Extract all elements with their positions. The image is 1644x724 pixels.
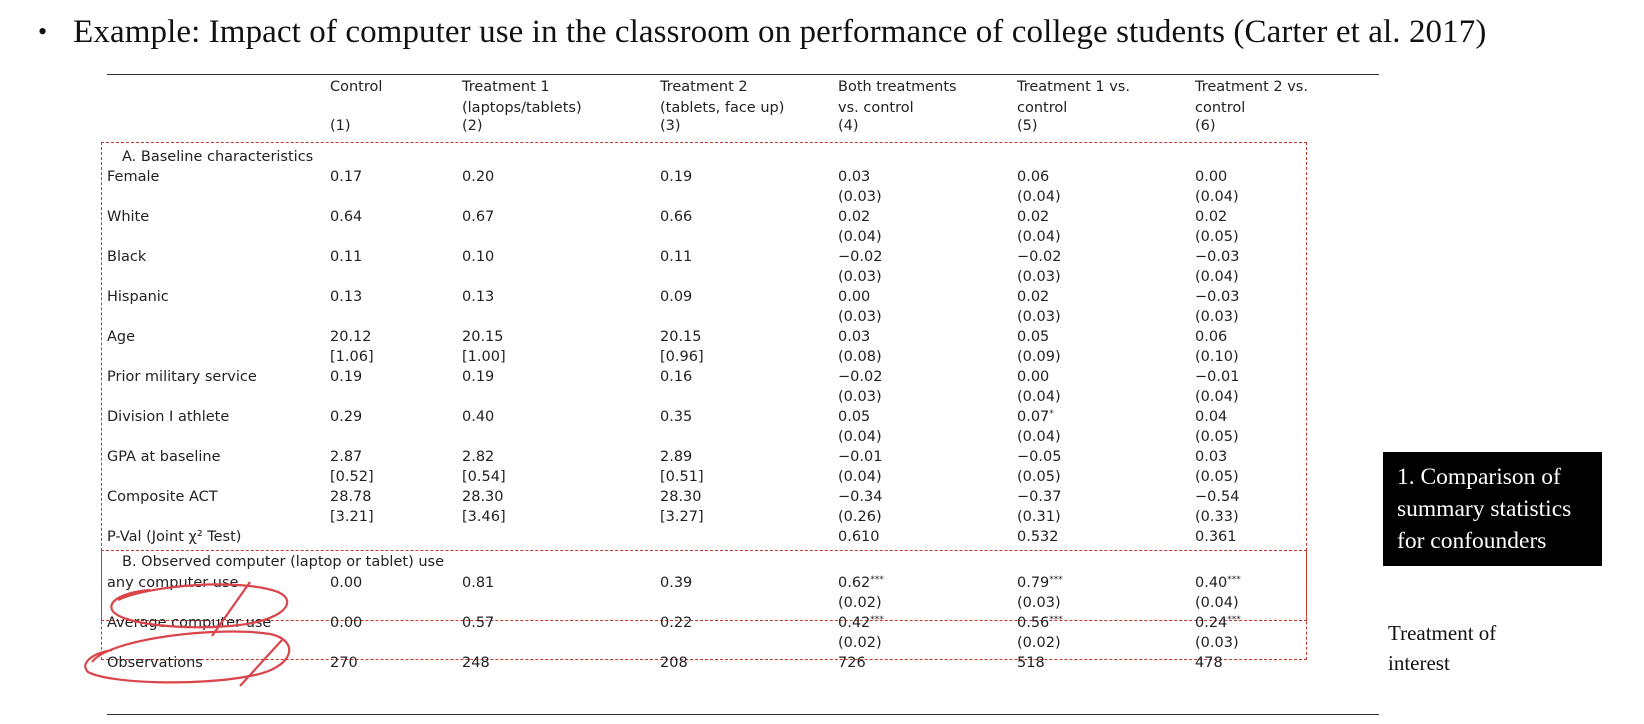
- table-cell-se: [0.96]: [660, 349, 704, 365]
- table-cell-se: (0.04): [1017, 189, 1061, 205]
- observations-label: Observations: [107, 655, 203, 671]
- table-cell: 0.29: [330, 409, 363, 425]
- column-number: (5): [1017, 118, 1038, 134]
- table-cell: 28.30: [462, 489, 504, 505]
- table-cell-se: (0.26): [838, 509, 882, 525]
- table-cell-se: (0.03): [838, 189, 882, 205]
- row-label: Division I athlete: [107, 409, 230, 425]
- column-number: (1): [330, 118, 351, 134]
- table-cell: 0.11: [660, 249, 693, 265]
- row-label: Hispanic: [107, 289, 169, 305]
- column-header: Treatment 1 vs. control: [1017, 79, 1130, 116]
- table-cell: −0.37: [1017, 489, 1062, 505]
- table-cell: 0.00: [1017, 369, 1050, 385]
- table-cell: −0.01: [1195, 369, 1240, 385]
- table-cell: 0.57: [462, 615, 495, 631]
- table-cell-se: (0.04): [1195, 389, 1239, 405]
- table-cell-se: [3.27]: [660, 509, 704, 525]
- table-cell-se: (0.03): [1017, 595, 1061, 611]
- table-cell: 0.09: [660, 289, 693, 305]
- table-cell-se: (0.10): [1195, 349, 1239, 365]
- table-cell-se: (0.33): [1195, 509, 1239, 525]
- table-cell: 2.89: [660, 449, 693, 465]
- column-header: Both treatments vs. control: [838, 79, 957, 116]
- column-header: Treatment 1 (laptops/tablets): [462, 79, 582, 116]
- table-cell: 20.15: [462, 329, 504, 345]
- row-label: Composite ACT: [107, 489, 218, 505]
- table-cell: −0.34: [838, 489, 883, 505]
- column-number: (2): [462, 118, 483, 134]
- observations-cell: 248: [462, 655, 490, 671]
- table-cell: 0.05: [1017, 329, 1050, 345]
- pval-label: P-Val (Joint χ² Test): [107, 529, 242, 545]
- table-cell: 0.19: [330, 369, 363, 385]
- table-cell: −0.02: [838, 249, 883, 265]
- table-cell: −0.02: [838, 369, 883, 385]
- observations-cell: 208: [660, 655, 688, 671]
- bullet-icon: •: [38, 17, 48, 46]
- table-cell: 0.56***: [1017, 615, 1063, 631]
- table-cell: 0.03: [1195, 449, 1228, 465]
- table-cell: 0.00: [330, 615, 363, 631]
- table-cell: 0.00: [1195, 169, 1228, 185]
- table-cell: 0.17: [330, 169, 363, 185]
- table-cell-se: (0.09): [1017, 349, 1061, 365]
- table-cell-se: (0.03): [838, 309, 882, 325]
- table-cell-se: (0.04): [838, 429, 882, 445]
- treatment-note: Treatment of interest: [1388, 621, 1497, 675]
- table-cell-se: [0.54]: [462, 469, 506, 485]
- table-cell: 0.16: [660, 369, 693, 385]
- table-cell: 0.00: [330, 575, 363, 591]
- table-cell: 0.532: [1017, 529, 1059, 545]
- table-cell-se: (0.05): [1017, 469, 1061, 485]
- table-cell-se: (0.05): [1195, 429, 1239, 445]
- table-cell: 28.78: [330, 489, 372, 505]
- table-cell: 0.13: [462, 289, 495, 305]
- table-cell-se: (0.04): [1017, 429, 1061, 445]
- slide-title-row: [38, 12, 1486, 52]
- column-number: (6): [1195, 118, 1216, 134]
- table-cell: 2.82: [462, 449, 495, 465]
- table-cell-se: (0.03): [838, 269, 882, 285]
- table-cell: −0.05: [1017, 449, 1062, 465]
- table-cell-se: (0.02): [1017, 635, 1061, 651]
- table-cell-se: [1.06]: [330, 349, 374, 365]
- observations-cell: 518: [1017, 655, 1045, 671]
- table-cell: 0.04: [1195, 409, 1228, 425]
- table-cell: 0.22: [660, 615, 693, 631]
- table-cell: 0.07*: [1017, 409, 1054, 425]
- table-cell: 0.03: [838, 329, 871, 345]
- table-cell-se: (0.08): [838, 349, 882, 365]
- table-cell-se: (0.03): [1195, 635, 1239, 651]
- table-cell-se: (0.02): [838, 635, 882, 651]
- row-label: White: [107, 209, 150, 225]
- observations-cell: 726: [838, 655, 866, 671]
- table-cell: 0.02: [1195, 209, 1228, 225]
- table-cell: 0.00: [838, 289, 871, 305]
- table-cell: −0.03: [1195, 289, 1240, 305]
- table-cell-se: [0.52]: [330, 469, 374, 485]
- table-cell-se: (0.04): [838, 229, 882, 245]
- table-cell: 0.02: [1017, 289, 1050, 305]
- confounders-callout: [1383, 452, 1602, 566]
- row-label: Prior military service: [107, 369, 257, 385]
- row-label: Age: [107, 329, 136, 345]
- table-cell-se: [1.00]: [462, 349, 506, 365]
- table-cell: 0.67: [462, 209, 495, 225]
- table-cell: −0.01: [838, 449, 883, 465]
- table-cell-se: (0.04): [1195, 595, 1239, 611]
- table-cell: 0.361: [1195, 529, 1237, 545]
- row-label: Black: [107, 249, 147, 265]
- table-cell: 20.15: [660, 329, 702, 345]
- table-cell-se: [3.46]: [462, 509, 506, 525]
- table-cell-se: (0.31): [1017, 509, 1061, 525]
- table-cell-se: (0.04): [1017, 229, 1061, 245]
- table-bottom-rule: [107, 714, 1379, 715]
- callout-text: 1. Comparison of summary statistics for confounders: [1397, 464, 1572, 554]
- table-cell-se: (0.03): [838, 389, 882, 405]
- table-cell: 0.06: [1017, 169, 1050, 185]
- table-cell: 0.02: [838, 209, 871, 225]
- table-cell-se: (0.04): [838, 469, 882, 485]
- table-cell-se: (0.02): [838, 595, 882, 611]
- table-cell: −0.03: [1195, 249, 1240, 265]
- row-label: Average computer use: [107, 615, 272, 631]
- table-cell: 0.05: [838, 409, 871, 425]
- table-cell: 0.11: [330, 249, 363, 265]
- slide-title: Example: Impact of computer use in the classroom on performance of college students (Carter et al. 2017): [73, 14, 1487, 50]
- section-b-heading: B. Observed computer (laptop or tablet) use: [122, 554, 445, 570]
- table-cell: 0.06: [1195, 329, 1228, 345]
- table-cell: 0.39: [660, 575, 693, 591]
- table-cell-se: (0.03): [1017, 309, 1061, 325]
- row-label: GPA at baseline: [107, 449, 221, 465]
- table-cell: 20.12: [330, 329, 372, 345]
- table-cell: 0.10: [462, 249, 495, 265]
- table-cell-se: (0.04): [1195, 269, 1239, 285]
- table-cell-se: (0.04): [1017, 389, 1061, 405]
- table-cell: 0.02: [1017, 209, 1050, 225]
- table-cell: 0.81: [462, 575, 495, 591]
- table-cell: 0.40***: [1195, 575, 1241, 591]
- table-cell-se: [3.21]: [330, 509, 374, 525]
- table-cell-se: (0.03): [1195, 309, 1239, 325]
- table-cell-se: (0.05): [1195, 229, 1239, 245]
- table-cell-se: [0.51]: [660, 469, 704, 485]
- table-cell: 0.64: [330, 209, 363, 225]
- table-cell: −0.54: [1195, 489, 1240, 505]
- section-a-heading: A. Baseline characteristics: [122, 149, 314, 165]
- column-header: Control: [330, 79, 383, 95]
- table-cell: 0.610: [838, 529, 880, 545]
- balance-table: [107, 74, 1379, 714]
- table-cell: 0.40: [462, 409, 495, 425]
- table-cell: 0.66: [660, 209, 693, 225]
- table-cell: 0.03: [838, 169, 871, 185]
- table-cell: 0.79***: [1017, 575, 1063, 591]
- table-cell: 28.30: [660, 489, 702, 505]
- column-number: (4): [838, 118, 859, 134]
- column-header: Treatment 2 vs. control: [1195, 79, 1308, 116]
- table-cell-se: (0.03): [1017, 269, 1061, 285]
- column-number: (3): [660, 118, 681, 134]
- table-cell: 0.62***: [838, 575, 884, 591]
- table-cell: 0.24***: [1195, 615, 1241, 631]
- observations-cell: 478: [1195, 655, 1223, 671]
- row-label: any computer use: [107, 575, 239, 591]
- row-label: Female: [107, 169, 160, 185]
- table-cell: 0.13: [330, 289, 363, 305]
- column-header: Treatment 2 (tablets, face up): [660, 79, 785, 116]
- table-cell: 0.42***: [838, 615, 884, 631]
- table-cell: 2.87: [330, 449, 363, 465]
- table-cell: 0.19: [462, 369, 495, 385]
- table-top-rule: [107, 74, 1379, 75]
- table-cell: 0.19: [660, 169, 693, 185]
- observations-cell: 270: [330, 655, 358, 671]
- table-cell: −0.02: [1017, 249, 1062, 265]
- table-cell: 0.35: [660, 409, 693, 425]
- table-cell-se: (0.05): [1195, 469, 1239, 485]
- table-cell: 0.20: [462, 169, 495, 185]
- table-cell-se: (0.04): [1195, 189, 1239, 205]
